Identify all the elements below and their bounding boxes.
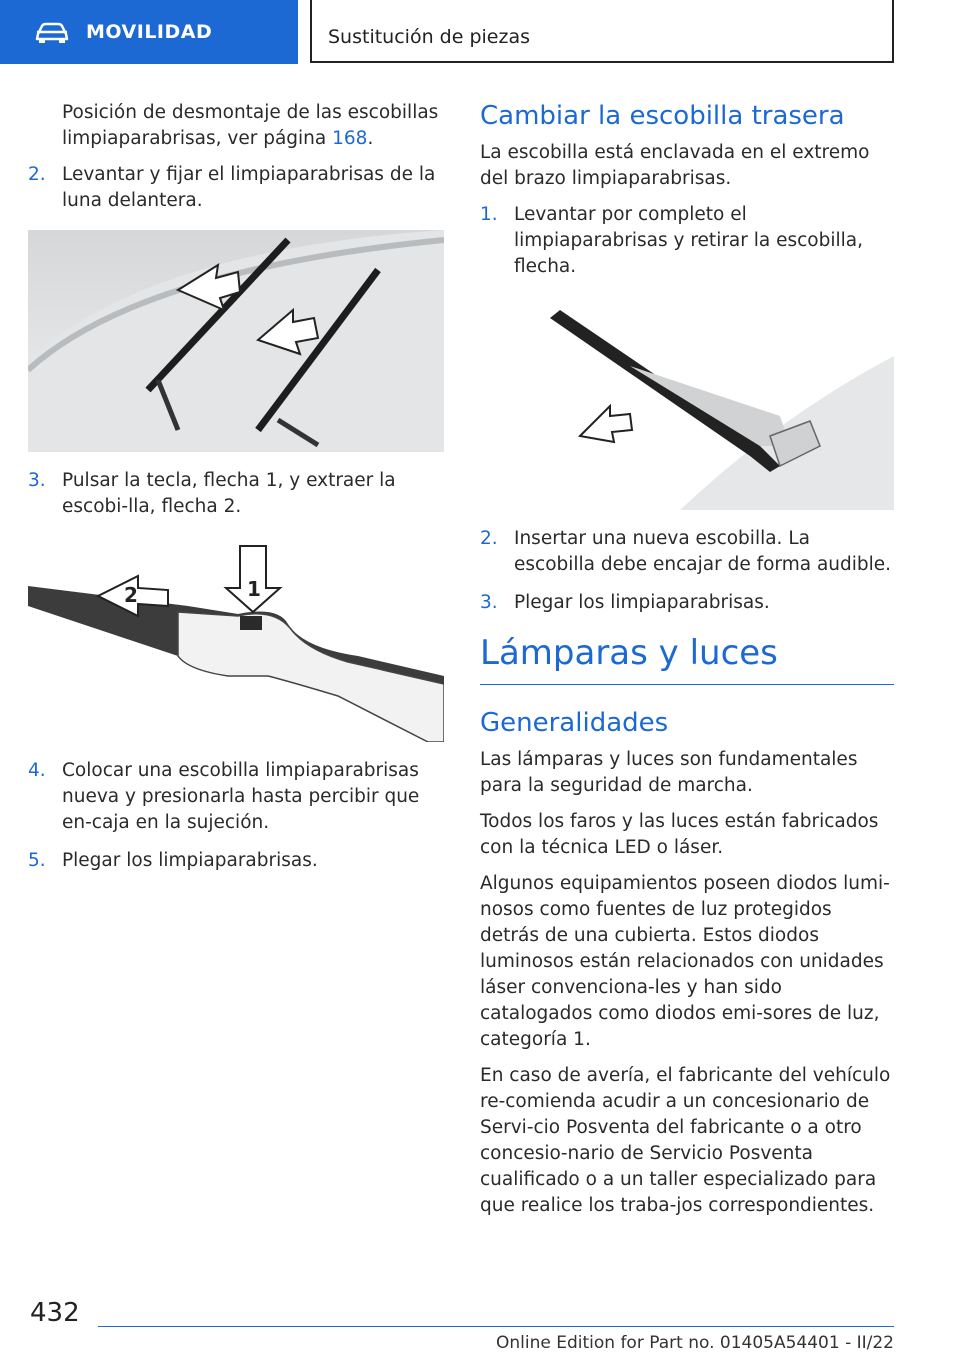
footer-text: Online Edition for Part no. 01405A54401 - II/22 <box>495 1333 894 1353</box>
figure-wiper-release-button <box>28 536 444 742</box>
section-label: MOVILIDAD <box>86 21 213 43</box>
chapter-title: Sustitución de piezas <box>328 26 530 48</box>
section-heading-rear-wiper: Cambiar la escobilla trasera <box>480 101 845 131</box>
step-4: 4. Colocar una escobilla limpiaparabrisas nueva y presionarla hasta percibir que en‐caja en la sujeción. <box>28 760 420 833</box>
left-column <box>28 100 444 886</box>
car-icon <box>34 20 70 44</box>
paragraph-2: Todos los faros y las luces están fabricados con la técnica LED o láser. <box>480 811 879 858</box>
page-number: 432 <box>30 1298 80 1328</box>
chapter-heading-lights: Lámparas y luces <box>480 630 894 685</box>
arrow-label-1: 1 <box>247 577 261 601</box>
section-heading-general: Generalidades <box>480 708 669 738</box>
paragraph-3: Algunos equipamientos poseen diodos lumi‐nosos como fuentes de luz protegidos detrás de una cubierta. Estos diodos luminosos están relacionados con unidades láser convenciona‐les y han sido catalogados como diodos emi‐sores de luz, categoría 1. <box>480 873 890 1050</box>
section-tab[interactable] <box>0 0 298 64</box>
page-link[interactable]: 168 <box>332 128 368 149</box>
chapter-header <box>310 0 894 63</box>
figure-windshield-wipers <box>28 230 444 452</box>
footer <box>98 1326 894 1353</box>
paragraph-4: En caso de avería, el fabricante del vehículo re‐comienda acudir a un concesionario de Servi‐cio Posventa del fabricante o a otro concesio‐nario de Servicio Posventa cualificado o a un taller especializado para que realice los traba‐jos correspondientes. <box>480 1065 891 1216</box>
rear-step-2: 2. Insertar una nueva escobilla. La escobilla debe encajar de forma audible. <box>480 528 892 575</box>
rear-step-3: 3. Plegar los limpiaparabrisas. <box>480 592 770 613</box>
rear-intro: La escobilla está enclavada en el extremo del brazo limpiaparabrisas. <box>480 142 870 189</box>
paragraph-1: Las lámparas y luces son fundamentales para la seguridad de marcha. <box>480 749 858 796</box>
rear-step-1: 1. Levantar por completo el limpiaparabrisas y retirar la escobilla, flecha. <box>480 204 864 277</box>
figure-rear-wiper <box>480 296 894 510</box>
step-5: 5. Plegar los limpiaparabrisas. <box>28 850 318 871</box>
arrow-label-2: 2 <box>124 583 138 607</box>
intro-paragraph: Posición de desmontaje de las escobillas limpiaparabrisas, ver página 168. <box>62 102 439 149</box>
right-column <box>480 100 894 1229</box>
step-3: 3. Pulsar la tecla, flecha 1, y extraer la escobi‐lla, flecha 2. <box>28 470 396 517</box>
step-2: 2. Levantar y fijar el limpiaparabrisas de la luna delantera. <box>28 164 436 211</box>
